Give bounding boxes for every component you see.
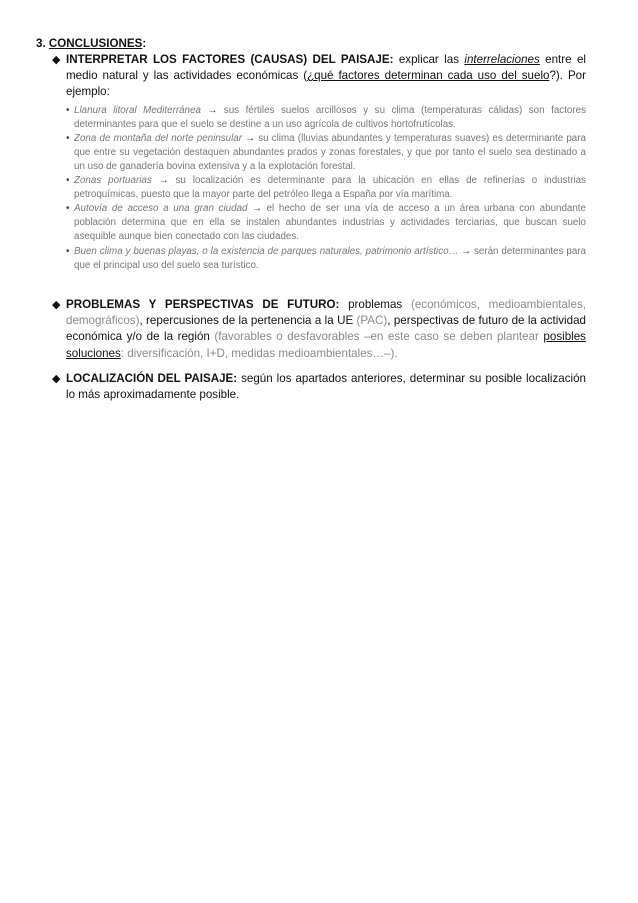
section-localizacion — [52, 371, 586, 403]
section1-text-b: entre el medio natural y las actividades económicas ( — [66, 53, 586, 83]
dot-bullet-icon: • — [66, 132, 70, 144]
diamond-bullet-icon: ◆ — [52, 54, 61, 66]
heading-colon: : — [142, 37, 147, 50]
section2-t3: , perspectivas de futuro de la actividad económica y/o de la región — [66, 314, 586, 344]
example-text: el hecho de ser una vía de acceso a un área urbana con abundante población determina que en ella se instalen abundantes industrias y actividades terciarias, que buscan suelo asequible aunque bien conectado con las ciudades. — [74, 203, 586, 243]
section-interpretar — [52, 52, 587, 273]
dot-bullet-icon: • — [66, 245, 70, 257]
section3-title: LOCALIZACIÓN DEL PAISAJE: — [66, 372, 238, 385]
example-text: sus fértiles suelos arcillosos y su clima (temperaturas cálidas) son factores determinantes para que el suelo se destine a un uso agrícola de cultivos hortofrutícolas. — [74, 104, 586, 130]
right-arrow-icon: → — [245, 132, 255, 144]
right-arrow-icon: → — [461, 245, 472, 257]
section2-title: PROBLEMAS Y PERSPECTIVAS DE FUTURO: — [66, 298, 340, 311]
section1-text-a: explicar las — [398, 53, 459, 66]
section3-text: según los apartados anteriores, determinar su posible localización lo más aproximadamente posible. — [66, 372, 586, 402]
dot-bullet-icon: • — [66, 203, 70, 215]
section2-t2: , repercusiones de la pertenencia a la UE — [139, 314, 354, 328]
right-arrow-icon: → — [207, 104, 218, 116]
example-term: Zona de montaña del norte peninsular — [74, 132, 242, 144]
section2-u4: posibles soluciones — [66, 330, 586, 360]
section2-g4: : diversificación, I+D, medidas medioambientales…–). — [120, 346, 398, 360]
section1-title: INTERPRETAR LOS FACTORES (CAUSAS) DEL PAISAJE: — [66, 53, 394, 66]
example-term: Zonas portuarias — [74, 175, 152, 187]
dot-bullet-icon: • — [66, 104, 70, 116]
example-term: Llanura litoral Mediterránea — [74, 104, 201, 116]
list-item — [66, 202, 586, 244]
heading-number: 3. — [36, 37, 46, 50]
diamond-bullet-icon: ◆ — [52, 373, 61, 385]
section2-t1: problemas — [348, 298, 403, 311]
list-item — [66, 174, 586, 202]
section2-g1: (económicos, medioambientales, demográficos) — [66, 298, 586, 328]
section1-emph: interrelaciones — [464, 53, 540, 66]
section1-text-c: ?). Por ejemplo: — [66, 69, 586, 99]
section2-g3: (favorables o desfavorables –en este caso se deben plantear — [214, 330, 539, 344]
section1-question: ¿qué factores determinan cada uso del suelo — [307, 69, 550, 83]
list-item — [66, 104, 586, 132]
example-text: serán determinantes para que el principal uso del suelo sea turístico. — [74, 245, 586, 271]
right-arrow-icon: → — [158, 175, 169, 187]
example-text: su localización es determinante para la ubicación en ellas de refinerías o industrias petroquímicas, puesto que la mayor parte del petróleo llega a España por vía marítima. — [74, 175, 587, 201]
list-item — [66, 245, 586, 273]
dot-bullet-icon: • — [66, 175, 70, 187]
section-problemas — [52, 297, 586, 362]
diamond-bullet-icon: ◆ — [52, 299, 61, 311]
section-heading — [36, 36, 146, 51]
example-term: Buen clima y buenas playas, o la existencia de parques naturales, patrimonio artístico… — [74, 245, 459, 257]
right-arrow-icon: → — [252, 203, 262, 215]
list-item — [66, 132, 586, 174]
example-text: su clima (lluvias abundantes y temperaturas suaves) es determinante para que entre su vegetación destaquen abundantes prados y zonas forestales, y que por tanto el suelo sea destinado a un uso de ganadería bovina extensiva y a la explotación forestal. — [74, 132, 586, 172]
heading-label: CONCLUSIONES — [48, 37, 143, 50]
examples-list — [66, 104, 586, 273]
section2-g2: (PAC) — [356, 314, 388, 328]
example-term: Autovía de acceso a una gran ciudad — [74, 203, 248, 215]
